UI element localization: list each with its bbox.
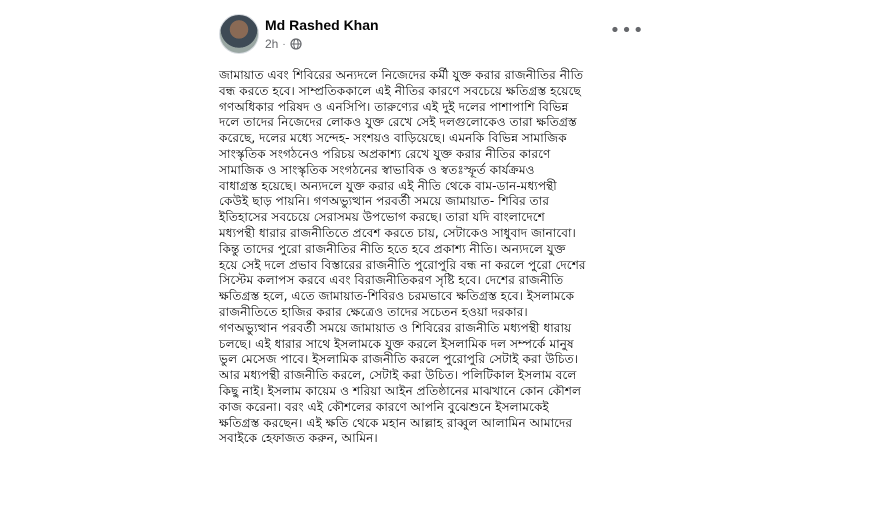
avatar[interactable] bbox=[219, 14, 259, 54]
post-body: জামায়াত এবং শিবিরের অন্যদলে নিজেদের কর্মী যুক্ত করার রাজনীতির নীতি বন্ধ করতে হবে। সাম্প্রতিককালে এই নীতির কারণে সবচেয়ে ক্ষতিগ্রস্ত হয়েছে গণঅধিকার পরিষদ ও এনসিপি। তারুণ্যের এই দুই দলের পাশাপাশি বিভিন্ন দলে তাদের নিজেদের লোকও যুক্ত রেখে সেই দলগুলোকেও তারা ক্ষতিগ্রস্ত করেছে, দলের মধ্যে সন্দেহ- সংশয়ও বাড়িয়েছে। এমনকি বিভিন্ন সামাজিক সাংস্কৃতিক সংগঠনেও পরিচয় অপ্রকাশ্য রেখে যুক্ত করার নীতির কারণে সামাজিক ও সাংস্কৃতিক সংগঠনের স্বাভাবিক ও স্বতঃস্ফূর্ত কার্যক্রমও বাধাগ্রস্ত হয়েছে। অন্যদলে যুক্ত করার এই নীতি থেকে বাম-ডান-মধ্যপন্থী কেউই ছাড় পায়নি। গণঅভ্যুত্থান পরবর্তী সময়ে জামায়াত- শিবির তার ইতিহাসের সবচেয়ে সেরাসময় উপভোগ করছে। তারা যদি বাংলাদেশে মধ্যপন্থী ধারার রাজনীতিতে প্রবেশ করতে চায়, সেটাকেও সাধুবাদ জানাবো। কিন্তু তাদের পুরো রাজনীতির নীতি হতে হবে প্রকাশ্য নীতি। অন্যদলে যুক্ত হয়ে সেই দলে প্রভাব বিস্তারের রাজনীতি পুরোপুরি বন্ধ না করলে পুরো দেশের সিস্টেম কলাপস করবে এবং বিরাজনীতিকরণ সৃষ্টি হবে। দেশের রাজনীতি ক্ষতিগ্রস্ত হলে, এতে জামায়াত-শিবিরও চরমভাবে ক্ষতিগ্রস্ত হবে। ইসলামকে রাজনীতিতে হাজির করার ক্ষেত্রেও তাদের সচেতন হওয়া দরকার। গণঅভ্যুত্থান পরবর্তী সময়ে জামায়াত ও শিবিরের রাজনীতি মধ্যপন্থী ধারায় চলছে। এই ধারার সাথে ইসলামকে যুক্ত করলে ইসলামিক দল সম্পর্কে মানুষ ভুল মেসেজ পাবে। ইসলামিক রাজনীতি করলে পুরোপুরি সেটাই করা উচিত। আর মধ্যপন্থী রাজনীতি করলে, সেটাই করা উচিত। পলিটিকাল ইসলাম বলে কিছু নাই। ইসলাম কায়েম ও শরিয়া আইন প্রতিষ্ঠানের মাঝখানে কোন কৌশল কাজ করেনা। বরং এই কৌশলের কারণে আপনি বুঝেশুনে ইসলামকেই ক্ষতিগ্রস্ত করছেন। এই ক্ষতি থেকে মহান আল্লাহ রাব্বুল আলামিন আমাদের সবাইকে হেফাজত করুন, আমিন। bbox=[219, 68, 586, 446]
author-name[interactable]: Md Rashed Khan bbox=[265, 17, 379, 33]
post-meta bbox=[265, 37, 302, 51]
globe-icon bbox=[290, 38, 302, 50]
timestamp[interactable]: 2h bbox=[265, 37, 279, 51]
post-card bbox=[206, 0, 652, 528]
more-options-button[interactable] bbox=[609, 18, 645, 42]
more-horizontal-icon: ••• bbox=[609, 19, 645, 41]
separator-dot: · bbox=[282, 38, 286, 50]
